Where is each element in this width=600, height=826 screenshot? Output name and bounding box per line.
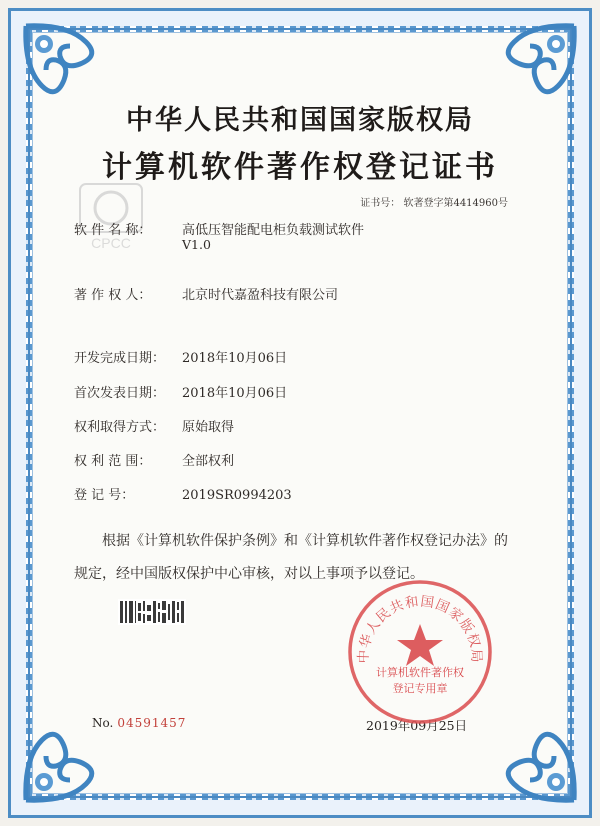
certificate-number: [360, 194, 508, 209]
body-line-1: 根据《计算机软件保护条例》和《计算机软件著作权登记办法》的: [102, 533, 508, 549]
body-line-2: 规定，经中国版权保护中心审核，对以上事项予以登记。: [74, 566, 424, 582]
field-copyright-owner: [74, 284, 338, 303]
field-label: 权 利 范 围：: [74, 454, 152, 469]
certificate-title: 计算机软件著作权登记证书: [102, 150, 498, 185]
field-registration-number: [74, 484, 292, 503]
field-value: 全部权利: [182, 454, 235, 469]
field-label: 首次发表日期：: [74, 386, 166, 401]
barcode-image: [118, 599, 186, 625]
cpcc-logo-text: CPCC: [91, 235, 131, 251]
field-value: 2019SR0994203: [182, 488, 292, 503]
cpcc-watermark-logo: [74, 182, 148, 252]
svg-text:中华人民共和国国家版权局: 中华人民共和国国家版权局: [355, 593, 485, 664]
certificate-number-label: 证书号：: [360, 198, 401, 209]
field-value: 2018年10月06日: [182, 351, 288, 366]
official-seal-stamp: [346, 578, 494, 726]
field-completion-date: [74, 347, 287, 366]
field-acquisition-method: [74, 416, 234, 435]
serial-number-label: No.: [92, 716, 114, 730]
field-value: 高低压智能配电柜负载测试软件: [182, 223, 365, 238]
field-label: 开发完成日期：: [74, 351, 166, 366]
field-version: V1.0: [182, 237, 211, 252]
field-label: 登 记 号：: [74, 488, 135, 503]
field-value: 原始取得: [182, 420, 235, 435]
issuer-title: 中华人民共和国国家版权局: [126, 105, 474, 136]
certificate-number-value: 软著登字第4414960号: [403, 198, 508, 209]
field-value: 北京时代嘉盈科技有限公司: [182, 288, 339, 303]
seal-line-2: 登记专用章: [392, 682, 448, 695]
field-label: 软 件 名 称：: [74, 223, 152, 238]
serial-number-value: 04591457: [117, 716, 187, 730]
field-label: 著 作 权 人：: [74, 288, 152, 303]
issue-date: 2019年09月25日: [366, 718, 468, 733]
field-value: 2018年10月06日: [182, 386, 288, 401]
field-rights-scope: [74, 450, 234, 469]
seal-line-1: 计算机软件著作权: [376, 666, 464, 679]
serial-number: [92, 716, 186, 730]
field-label: 权利取得方式：: [74, 420, 166, 435]
field-software-name: [74, 219, 364, 238]
field-publication-date: [74, 382, 287, 401]
corner-ornament-icon: [484, 710, 580, 806]
